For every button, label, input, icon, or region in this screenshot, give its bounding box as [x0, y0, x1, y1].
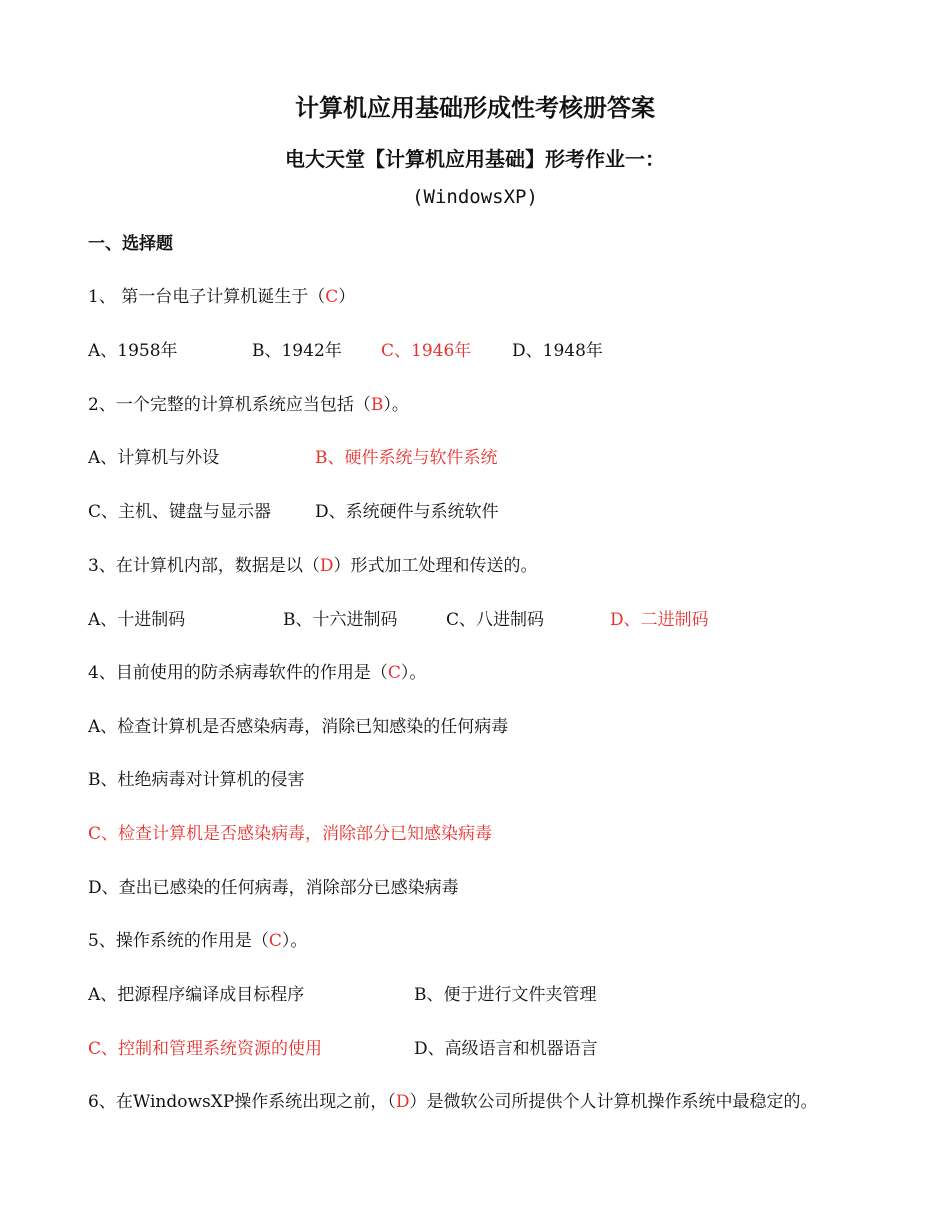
question-text: ） — [338, 287, 356, 307]
question-text: 1、 第一台电子计算机诞生于（ — [88, 287, 326, 307]
q4-option-d: D、查出已感染的任何病毒，消除部分已感染病毒 — [88, 878, 459, 898]
q5-option-c-correct: C、控制和管理系统资源的使用 — [88, 1039, 323, 1059]
question-4 — [88, 661, 426, 685]
q1-option-a: A、1958年 — [88, 341, 178, 361]
section-heading: 一、选择题 — [88, 234, 173, 254]
answer-letter: C — [325, 287, 339, 307]
question-text: 6、在WindowsXP操作系统出现之前，（ — [88, 1092, 396, 1112]
question-text: 2、一个完整的计算机系统应当包括（ — [88, 395, 371, 415]
document-subtitle: 电大天堂【计算机应用基础】形考作业一： — [285, 147, 665, 171]
q2-option-a: A、计算机与外设 — [88, 448, 220, 468]
question-text: 3、在计算机内部，数据是以（ — [88, 556, 320, 576]
q4-option-a: A、检查计算机是否感染病毒，消除已知感染的任何病毒 — [88, 717, 509, 737]
answer-letter: D — [319, 556, 334, 576]
question-text: ）形式加工处理和传送的。 — [333, 556, 538, 576]
question-5 — [88, 929, 307, 953]
question-3 — [88, 554, 537, 578]
question-text: ）。 — [383, 395, 409, 415]
q5-option-a: A、把源程序编译成目标程序 — [88, 985, 305, 1005]
question-text: ）。 — [400, 663, 427, 683]
q4-option-c-correct: C、检查计算机是否感染病毒，消除部分已知感染病毒 — [88, 824, 493, 844]
answer-letter: C — [268, 931, 282, 951]
q3-option-a: A、十进制码 — [88, 610, 186, 630]
q5-option-d: D、高级语言和机器语言 — [414, 1039, 598, 1059]
question-text: ）。 — [281, 931, 308, 951]
answer-letter: D — [395, 1092, 410, 1112]
q1-option-c-correct: C、1946年 — [381, 341, 472, 361]
q5-option-b: B、便于进行文件夹管理 — [414, 985, 597, 1005]
q2-option-c: C、主机、键盘与显示器 — [88, 502, 272, 522]
question-text: ）是微软公司所提供个人计算机操作系统中最稳定的。 — [409, 1092, 818, 1112]
answer-letter: B — [370, 395, 384, 415]
q1-option-d: D、1948年 — [512, 341, 603, 361]
question-2 — [88, 393, 409, 417]
question-6 — [88, 1090, 817, 1114]
document-subsubtitle: (WindowsXP) — [412, 186, 538, 208]
q4-option-b: B、杜绝病毒对计算机的侵害 — [88, 770, 305, 790]
answer-letter: C — [387, 663, 401, 683]
question-text: 4、目前使用的防杀病毒软件的作用是（ — [88, 663, 388, 683]
question-text: 5、操作系统的作用是（ — [88, 931, 269, 951]
question-1 — [88, 285, 355, 309]
q3-option-c: C、八进制码 — [446, 610, 545, 630]
q1-option-b: B、1942年 — [252, 341, 342, 361]
document-title: 计算机应用基础形成性考核册答案 — [295, 94, 655, 122]
q3-option-d-correct: D、二进制码 — [610, 610, 709, 630]
q2-option-b-correct: B、硬件系统与软件系统 — [315, 448, 498, 468]
q2-option-d: D、系统硬件与系统软件 — [315, 502, 499, 522]
q3-option-b: B、十六进制码 — [283, 610, 398, 630]
